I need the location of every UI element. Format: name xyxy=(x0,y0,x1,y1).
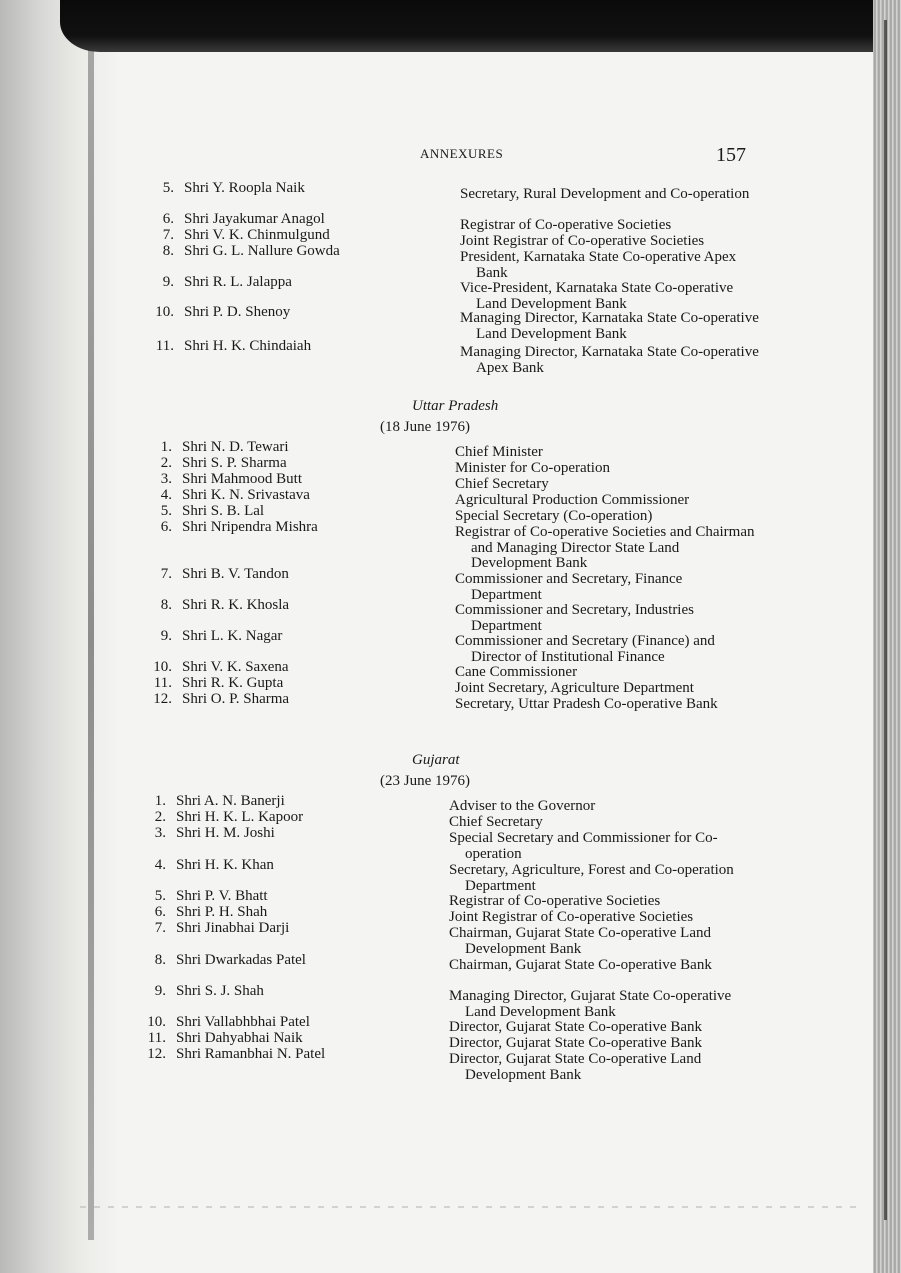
member-number: 8. xyxy=(162,243,174,259)
member-designation: Chairman, Gujarat State Co-operative Bank xyxy=(449,957,712,973)
member-name xyxy=(144,1015,310,1031)
member-name-text: Shri Nripendra Mishra xyxy=(182,519,318,535)
member-name-text: Shri V. K. Chinmulgund xyxy=(184,227,330,243)
member-name xyxy=(150,676,283,692)
member-name xyxy=(152,212,325,228)
member-designation: Commissioner and Secretary, Industries Department xyxy=(455,602,694,634)
member-number: 10. xyxy=(153,659,172,675)
member-designation: Secretary, Rural Development and Co-operation xyxy=(460,186,750,202)
member-number: 8. xyxy=(154,952,166,968)
member-number: 9. xyxy=(154,983,166,999)
scan-right-shadow xyxy=(884,20,887,1220)
member-name-text: Shri K. N. Srivastava xyxy=(182,487,310,503)
member-designation: Cane Commissioner xyxy=(455,664,578,680)
member-name-text: Shri P. H. Shah xyxy=(176,904,268,920)
member-designation: Managing Director, Karnataka State Co-operative Land Development Bank xyxy=(460,310,759,342)
member-name-text: Shri H. M. Joshi xyxy=(176,825,275,841)
member-name-text: Shri P. V. Bhatt xyxy=(176,888,268,904)
member-designation: Chief Secretary xyxy=(449,814,543,830)
member-name xyxy=(150,567,289,583)
member-name xyxy=(144,1031,303,1047)
member-name xyxy=(144,984,264,1000)
member-name-text: Shri Jayakumar Anagol xyxy=(184,211,325,227)
member-number: 4. xyxy=(160,487,172,503)
member-number: 9. xyxy=(162,274,174,290)
member-name xyxy=(152,305,290,321)
member-name xyxy=(152,339,311,355)
member-name-text: Shri R. K. Khosla xyxy=(182,597,290,613)
member-name xyxy=(150,660,289,676)
member-designation: Joint Registrar of Co-operative Societies xyxy=(460,233,705,249)
scan-bottom-artifact xyxy=(80,1206,861,1208)
member-number: 5. xyxy=(160,503,172,519)
member-name xyxy=(150,488,310,504)
member-name xyxy=(152,275,292,291)
member-number: 1. xyxy=(160,439,172,455)
member-number: 12. xyxy=(153,691,172,707)
member-name-text: Shri Dahyabhai Naik xyxy=(176,1030,303,1046)
member-name xyxy=(144,858,274,874)
member-number: 6. xyxy=(162,211,174,227)
page-number: 157 xyxy=(716,144,746,166)
member-designation: Director, Gujarat State Co-operative Bank xyxy=(449,1035,703,1051)
member-name-text: Shri B. V. Tandon xyxy=(182,566,289,582)
member-name-text: Shri L. K. Nagar xyxy=(182,628,283,644)
member-designation: Commissioner and Secretary, Finance Department xyxy=(455,571,683,603)
member-designation: Registrar of Co-operative Societies xyxy=(449,893,661,909)
member-name xyxy=(152,228,330,244)
member-designation: Registrar of Co-operative Societies and Chairman and Managing Director State Land Development Bank xyxy=(455,524,755,571)
member-name-text: Shri Jinabhai Darji xyxy=(176,920,290,936)
member-number: 3. xyxy=(160,471,172,487)
member-number: 10. xyxy=(147,1014,166,1030)
member-number: 2. xyxy=(154,809,166,825)
member-name xyxy=(144,921,289,937)
member-name xyxy=(150,598,289,614)
member-number: 12. xyxy=(147,1046,166,1062)
member-number: 7. xyxy=(162,227,174,243)
member-number: 9. xyxy=(160,628,172,644)
member-designation: President, Karnataka State Co-operative Apex Bank xyxy=(460,249,737,281)
member-name-text: Shri V. K. Saxena xyxy=(182,659,289,675)
member-number: 10. xyxy=(155,304,174,320)
member-name-text: Shri S. J. Shah xyxy=(176,983,264,999)
member-name-text: Shri Mahmood Butt xyxy=(182,471,303,487)
member-number: 6. xyxy=(154,904,166,920)
member-designation: Secretary, Uttar Pradesh Co-operative Bank xyxy=(455,696,718,712)
member-name-text: Shri R. L. Jalappa xyxy=(184,274,292,290)
member-designation: Special Secretary and Commissioner for Co-operation xyxy=(449,830,718,862)
member-number: 11. xyxy=(147,1030,166,1046)
member-name-text: Shri P. D. Shenoy xyxy=(184,304,291,320)
member-number: 7. xyxy=(160,566,172,582)
member-name-text: Shri O. P. Sharma xyxy=(182,691,290,707)
running-head: ANNEXURES xyxy=(420,146,504,161)
scan-left-shadow xyxy=(0,0,120,1273)
member-name xyxy=(150,472,302,488)
member-number: 3. xyxy=(154,825,166,841)
member-name-text: Shri H. K. Chindaiah xyxy=(184,338,312,354)
member-designation: Joint Secretary, Agriculture Department xyxy=(455,680,694,696)
member-name-text: Shri Vallabhbhai Patel xyxy=(176,1014,310,1030)
member-designation: Director, Gujarat State Co-operative Land Development Bank xyxy=(449,1051,702,1083)
member-designation: Managing Director, Gujarat State Co-operative Land Development Bank xyxy=(449,988,732,1020)
member-name xyxy=(152,244,340,260)
section-date-gujarat: (23 June 1976) xyxy=(380,773,470,789)
member-designation: Special Secretary (Co-operation) xyxy=(455,508,653,524)
member-designation: Vice-President, Karnataka State Co-operative Land Development Bank xyxy=(460,280,734,312)
member-number: 5. xyxy=(154,888,166,904)
member-name xyxy=(150,692,289,708)
member-designation: Chairman, Gujarat State Co-operative Land Development Bank xyxy=(449,925,711,957)
member-designation: Joint Registrar of Co-operative Societies xyxy=(449,909,694,925)
member-designation: Secretary, Agriculture, Forest and Co-operation Department xyxy=(449,862,734,894)
member-designation: Minister for Co-operation xyxy=(455,460,610,476)
member-designation: Chief Secretary xyxy=(455,476,549,492)
member-number: 1. xyxy=(154,793,166,809)
member-name xyxy=(144,905,267,921)
member-name xyxy=(150,504,264,520)
member-name-text: Shri S. B. Lal xyxy=(182,503,265,519)
member-name-text: Shri Dwarkadas Patel xyxy=(176,952,306,968)
member-designation: Agricultural Production Commissioner xyxy=(455,492,690,508)
member-name-text: Shri H. K. Khan xyxy=(176,857,274,873)
member-number: 8. xyxy=(160,597,172,613)
member-number: 11. xyxy=(155,338,174,354)
member-name xyxy=(150,456,287,472)
scan-top-shadow xyxy=(60,0,901,52)
member-name-text: Shri Y. Roopla Naik xyxy=(184,180,305,196)
member-number: 11. xyxy=(153,675,172,691)
member-name xyxy=(150,520,318,536)
member-designation: Managing Director, Karnataka State Co-operative Apex Bank xyxy=(460,344,759,376)
member-name-text: Shri A. N. Banerji xyxy=(176,793,285,809)
member-name xyxy=(144,953,306,969)
member-name xyxy=(144,810,303,826)
member-designation: Adviser to the Governor xyxy=(449,798,596,814)
member-name-text: Shri H. K. L. Kapoor xyxy=(176,809,304,825)
member-number: 6. xyxy=(160,519,172,535)
member-name-text: Shri R. K. Gupta xyxy=(182,675,284,691)
member-name-text: Shri N. D. Tewari xyxy=(182,439,289,455)
member-number: 2. xyxy=(160,455,172,471)
member-name-text: Shri G. L. Nallure Gowda xyxy=(184,243,340,259)
scan-binding-edge xyxy=(88,40,94,1240)
member-name xyxy=(152,181,305,197)
member-name xyxy=(150,440,289,456)
member-designation: Commissioner and Secretary (Finance) and Director of Institutional Finance xyxy=(455,633,715,665)
member-designation: Registrar of Co-operative Societies xyxy=(460,217,672,233)
member-name xyxy=(144,1047,325,1063)
member-designation: Chief Minister xyxy=(455,444,543,460)
member-number: 5. xyxy=(162,180,174,196)
member-name xyxy=(144,889,268,905)
member-designation: Director, Gujarat State Co-operative Bank xyxy=(449,1019,703,1035)
member-name xyxy=(144,794,285,810)
member-number: 4. xyxy=(154,857,166,873)
member-name xyxy=(144,826,275,842)
member-number: 7. xyxy=(154,920,166,936)
section-title-uttar-pradesh: Uttar Pradesh xyxy=(412,398,499,414)
scan-page-stack-edge xyxy=(873,0,901,1273)
member-name-text: Shri Ramanbhai N. Patel xyxy=(176,1046,326,1062)
member-name-text: Shri S. P. Sharma xyxy=(182,455,287,471)
member-name xyxy=(150,629,282,645)
section-date-uttar-pradesh: (18 June 1976) xyxy=(380,419,470,435)
section-title-gujarat: Gujarat xyxy=(412,752,460,768)
